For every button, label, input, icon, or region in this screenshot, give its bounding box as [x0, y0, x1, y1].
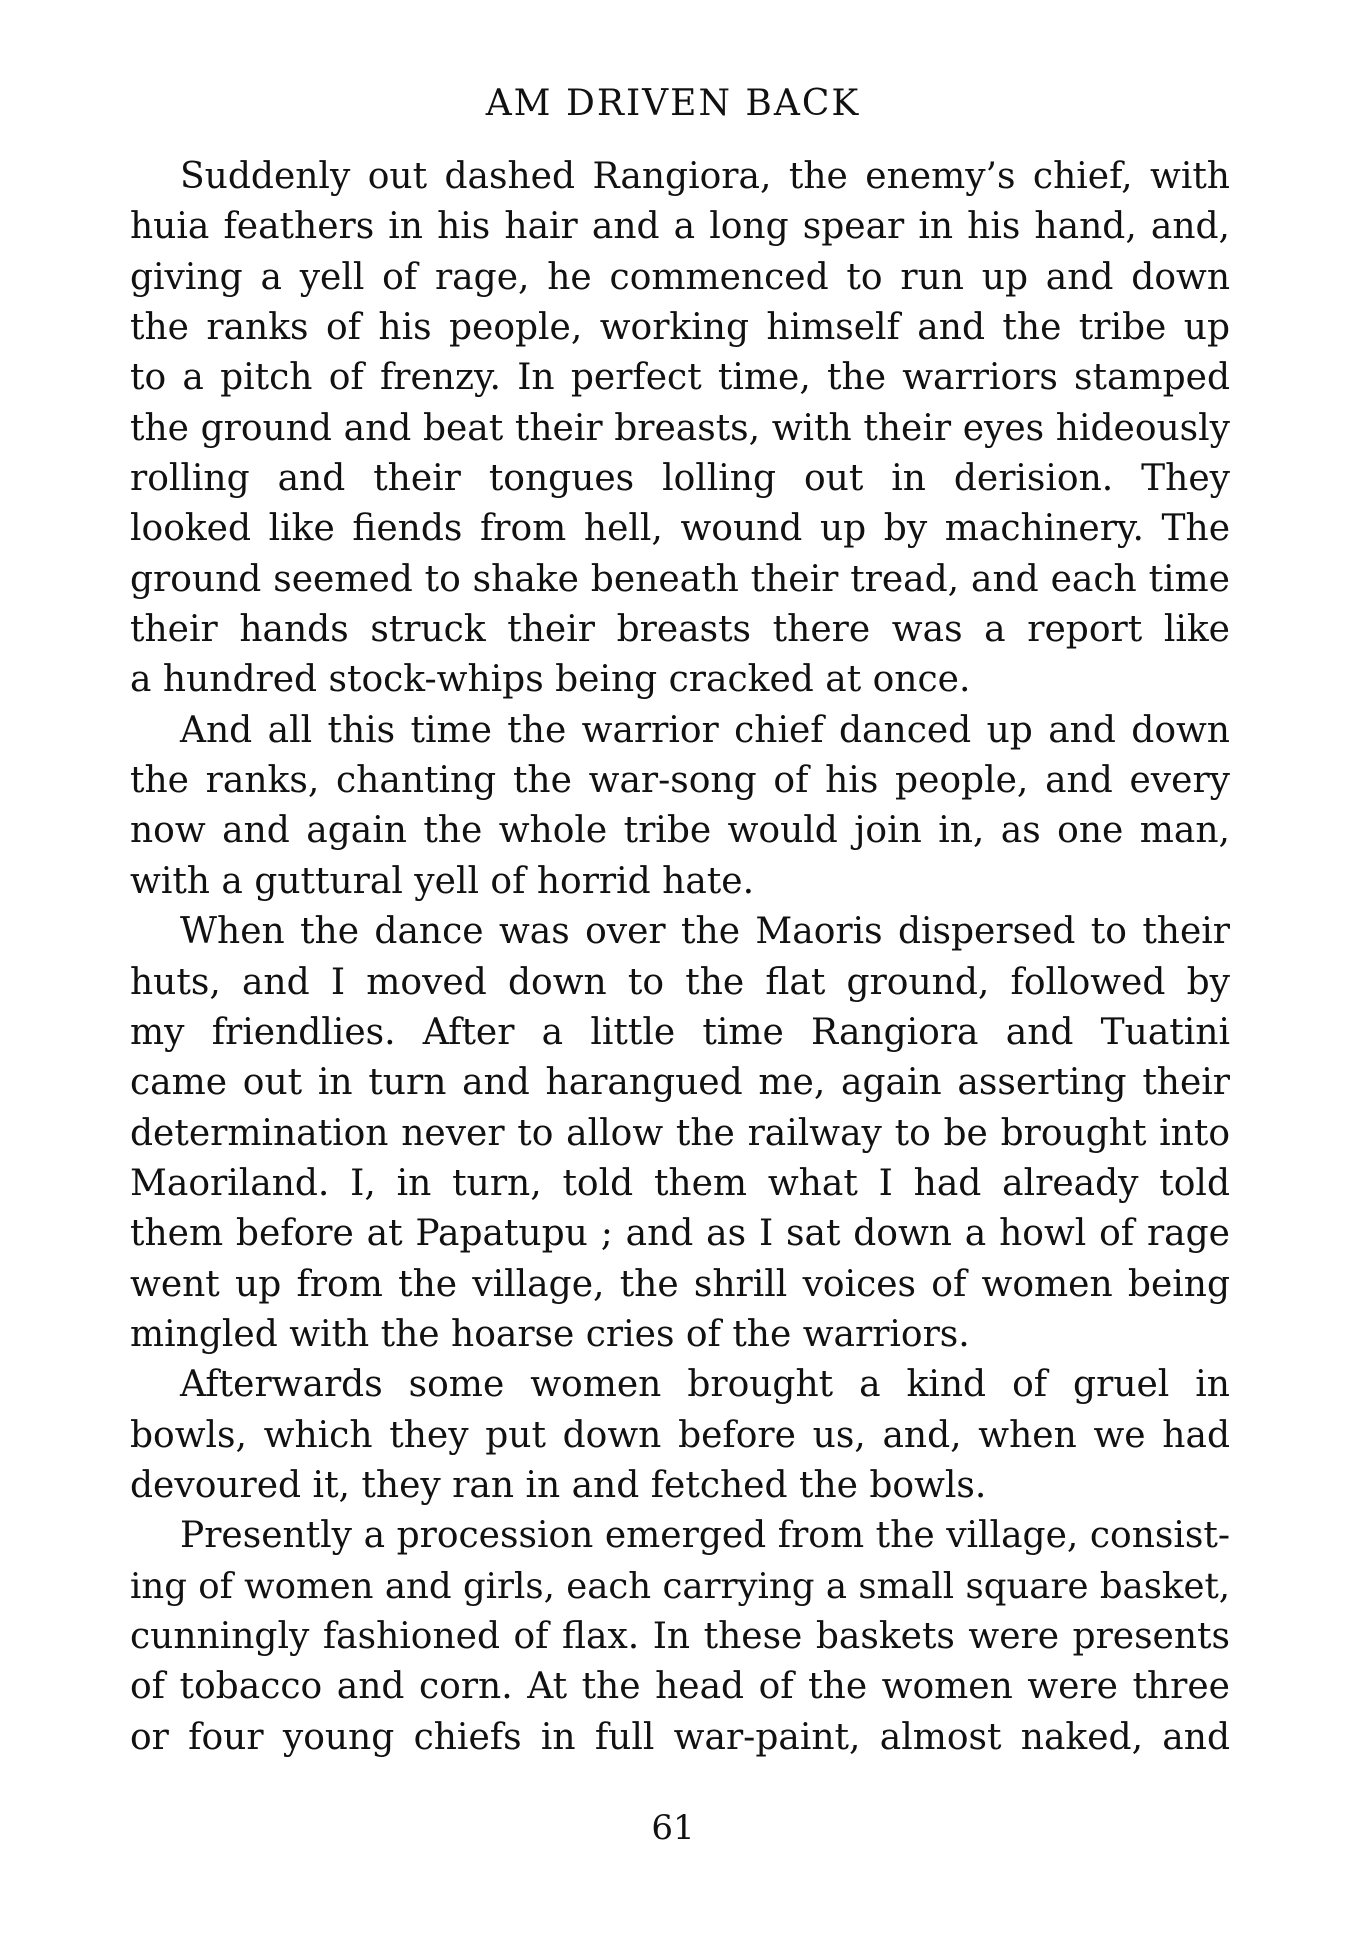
text-line: my friendlies. After a little time Rangiora and Tuatini — [130, 1011, 1230, 1053]
text-line: Maoriland. I, in turn, told them what I had already told — [130, 1162, 1230, 1204]
text-line: Suddenly out dashed Rangiora, the enemy’s chief, with — [180, 156, 1230, 197]
text-line: the ground and beat their breasts, with their eyes hideously — [130, 407, 1230, 449]
text-line: Afterwards some women brought a kind of gruel in — [180, 1364, 1230, 1406]
text-line: bowls, which they put down before us, and, when we had — [130, 1414, 1230, 1456]
text-line: huts, and I moved down to the flat ground, followed by — [130, 961, 1230, 1003]
text-line: came out in turn and harangued me, again asserting their — [130, 1062, 1230, 1104]
text-line: their hands struck their breasts there was a report like — [130, 609, 1230, 651]
body-text — [130, 152, 1230, 1763]
running-title: AM DRIVEN BACK — [485, 83, 861, 124]
text-line: cunningly fashioned of flax. In these baskets were presents — [130, 1615, 1230, 1657]
text-line: the ranks, chanting the war-song of his people, and every — [130, 760, 1230, 802]
text-line: When the dance was over the Maoris dispersed to their — [180, 911, 1230, 953]
text-line: Presently a procession emerged from the village, consist- — [180, 1515, 1230, 1557]
text-line: of tobacco and corn. At the head of the women were three — [130, 1666, 1230, 1708]
text-line: mingled with the hoarse cries of the warriors. — [130, 1313, 970, 1355]
text-line: And all this time the warrior chief danced up and down — [180, 709, 1230, 751]
text-line: with a guttural yell of horrid hate. — [130, 860, 755, 902]
text-line: huia feathers in his hair and a long spear in his hand, and, — [130, 206, 1230, 248]
text-line: rolling and their tongues lolling out in derision. They — [130, 458, 1230, 500]
text-line: or four young chiefs in full war-paint, almost naked, and — [130, 1716, 1230, 1758]
text-line: giving a yell of rage, he commenced to run up and down — [130, 256, 1230, 298]
text-line: to a pitch of frenzy. In perfect time, the warriors stamped — [130, 357, 1230, 399]
page-number: 61 — [651, 1808, 695, 1848]
text-line: them before at Papatupu ; and as I sat down a howl of rage — [130, 1213, 1230, 1255]
text-line: looked like fiends from hell, wound up by machinery. The — [130, 508, 1230, 550]
text-line: ground seemed to shake beneath their tread, and each time — [130, 558, 1230, 600]
text-line: went up from the village, the shrill voices of women being — [130, 1263, 1230, 1305]
text-line: now and again the whole tribe would join in, as one man, — [130, 810, 1230, 852]
text-line: a hundred stock-whips being cracked at once. — [130, 659, 971, 701]
text-line: devoured it, they ran in and fetched the bowls. — [130, 1464, 987, 1506]
text-line: ing of women and girls, each carrying a small square basket, — [130, 1565, 1230, 1607]
text-line: determination never to allow the railway to be brought into — [130, 1112, 1230, 1154]
text-line: the ranks of his people, working himself and the tribe up — [130, 307, 1230, 349]
